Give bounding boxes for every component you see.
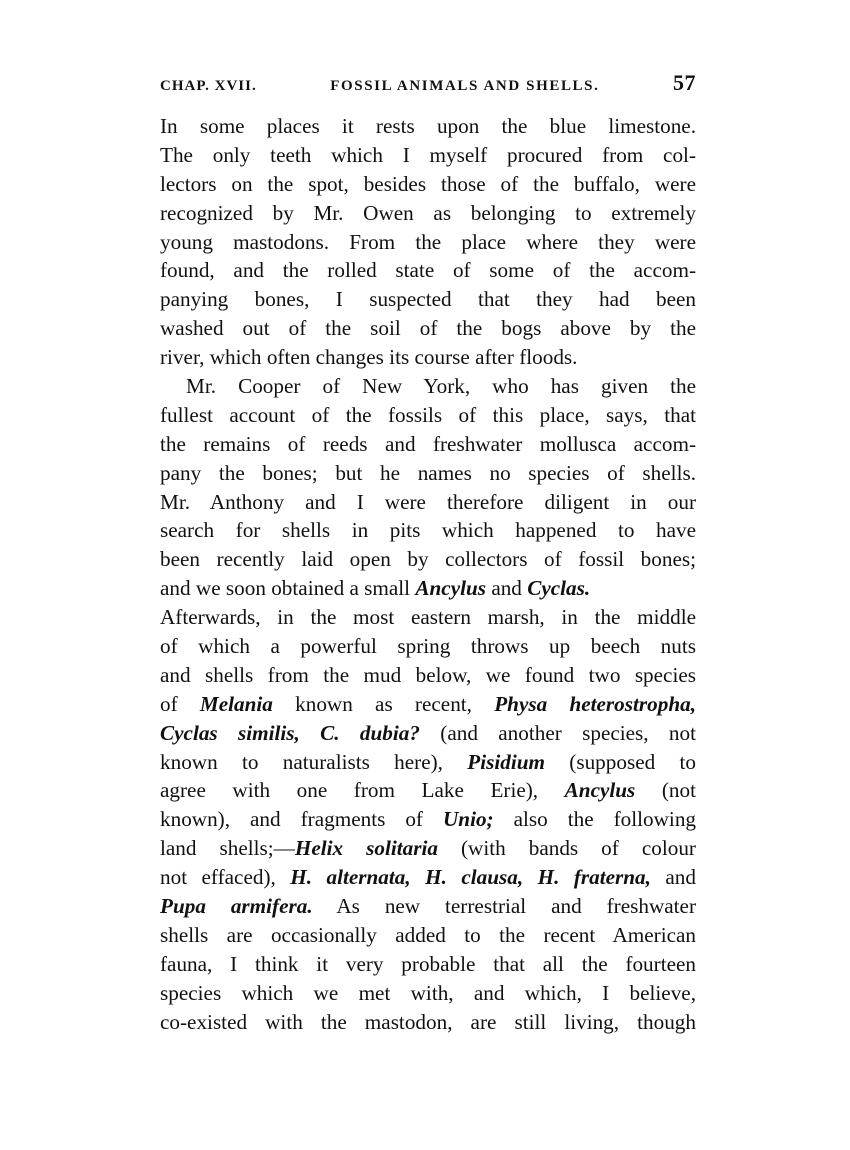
text-line (160, 256, 696, 285)
text-run: Afterwards, in the most eastern marsh, in the middle (160, 605, 696, 630)
text-run: co-existed with the mastodon, are still living, though (160, 1009, 696, 1034)
text-run: pany the bones; but he names no species of shells. (160, 460, 696, 485)
text-run: lectors on the spot, besides those of the buffalo, were (160, 171, 696, 196)
text-run: panying bones, I suspected that they had been (160, 287, 696, 312)
text-line (160, 343, 696, 372)
text-line (160, 632, 696, 661)
text-run: known to naturalists here), (160, 749, 468, 774)
text-run: known), and fragments of (160, 807, 443, 832)
text-line (160, 979, 696, 1008)
italic-taxon: Melania (199, 691, 273, 716)
running-head (160, 70, 696, 110)
text-line (160, 1008, 696, 1037)
text-run: Mr. Cooper of New York, who has given the (186, 374, 696, 399)
page-number: 57 (673, 70, 696, 95)
body-text (160, 112, 696, 1037)
text-run: search for shells in pits which happened to have (160, 518, 696, 543)
text-line (160, 314, 696, 343)
italic-taxon: Pupa armifera. (160, 894, 313, 919)
text-run: recognized by Mr. Owen as belonging to extremely (160, 200, 696, 225)
text-run: fullest account of the fossils of this place, says, that (160, 402, 696, 427)
italic-taxon: H. alternata, H. clausa, H. fraterna, (290, 865, 651, 890)
text-run: (not (635, 778, 696, 803)
text-run: As new terrestrial and freshwater (312, 894, 696, 919)
text-run: land shells;— (160, 836, 295, 861)
text-run: The only teeth which I myself procured from col- (160, 142, 696, 167)
text-line (160, 488, 696, 517)
chapter-label: CHAP. XVII. (160, 78, 257, 94)
text-line (160, 776, 696, 805)
text-run: (with bands of colour (437, 836, 696, 861)
text-line (160, 372, 696, 401)
text-line (160, 170, 696, 199)
text-run: not effaced), (160, 865, 291, 890)
text-line (160, 112, 696, 141)
text-run: of (160, 691, 200, 716)
text-run: washed out of the soil of the bogs above by the (160, 316, 696, 341)
text-line (160, 661, 696, 690)
text-run: and (486, 576, 528, 601)
text-run: (supposed to (544, 749, 696, 774)
italic-taxon: Ancylus (415, 576, 487, 601)
text-run: agree with one from Lake Erie), (160, 778, 565, 803)
text-run: also the following (493, 807, 697, 832)
text-line (160, 199, 696, 228)
text-run: river, which often changes its course after floods. (160, 345, 578, 370)
italic-taxon: Unio; (442, 807, 494, 832)
text-run: Mr. Anthony and I were therefore diligent in our (160, 489, 696, 514)
text-run: shells are occasionally added to the recent American (160, 922, 696, 947)
italic-taxon: Pisidium (467, 749, 545, 774)
text-run: found, and the rolled state of some of the accom- (160, 258, 696, 283)
text-line (160, 459, 696, 488)
text-line (160, 401, 696, 430)
text-line (160, 834, 696, 863)
text-line (160, 950, 696, 979)
text-run: and (650, 865, 696, 890)
text-line (160, 603, 696, 632)
italic-taxon: Helix solitaria (294, 836, 438, 861)
text-run: been recently laid open by collectors of fossil bones; (160, 547, 696, 572)
text-run: species which we met with, and which, I believe, (160, 980, 696, 1005)
text-line (160, 690, 696, 719)
text-line (160, 545, 696, 574)
italic-taxon: Ancylus (564, 778, 636, 803)
text-line (160, 863, 696, 892)
italic-taxon: Cyclas similis, C. dubia? (160, 720, 420, 745)
text-line (160, 921, 696, 950)
italic-taxon: Physa heterostropha, (494, 691, 696, 716)
text-run: and shells from the mud below, we found two species (160, 662, 696, 687)
text-line (160, 516, 696, 545)
text-run: and we soon obtained a small (160, 576, 416, 601)
text-run: the remains of reeds and freshwater mollusca accom- (160, 431, 696, 456)
text-line (160, 805, 696, 834)
text-run: (and another species, not (419, 720, 696, 745)
text-run: In some places it rests upon the blue limestone. (160, 114, 696, 138)
text-run: known as recent, (272, 691, 495, 716)
text-line (160, 574, 696, 603)
text-line (160, 141, 696, 170)
text-line (160, 719, 696, 748)
text-line (160, 430, 696, 459)
italic-taxon: Cyclas. (527, 576, 591, 601)
text-run: of which a powerful spring throws up beech nuts (160, 634, 696, 659)
text-run: fauna, I think it very probable that all the fourteen (160, 951, 696, 976)
running-title: FOSSIL ANIMALS AND SHELLS. (330, 78, 600, 94)
book-page (160, 70, 696, 1037)
text-line (160, 228, 696, 257)
text-run: young mastodons. From the place where they were (160, 229, 696, 254)
text-line (160, 892, 696, 921)
text-line (160, 748, 696, 777)
text-line (160, 285, 696, 314)
